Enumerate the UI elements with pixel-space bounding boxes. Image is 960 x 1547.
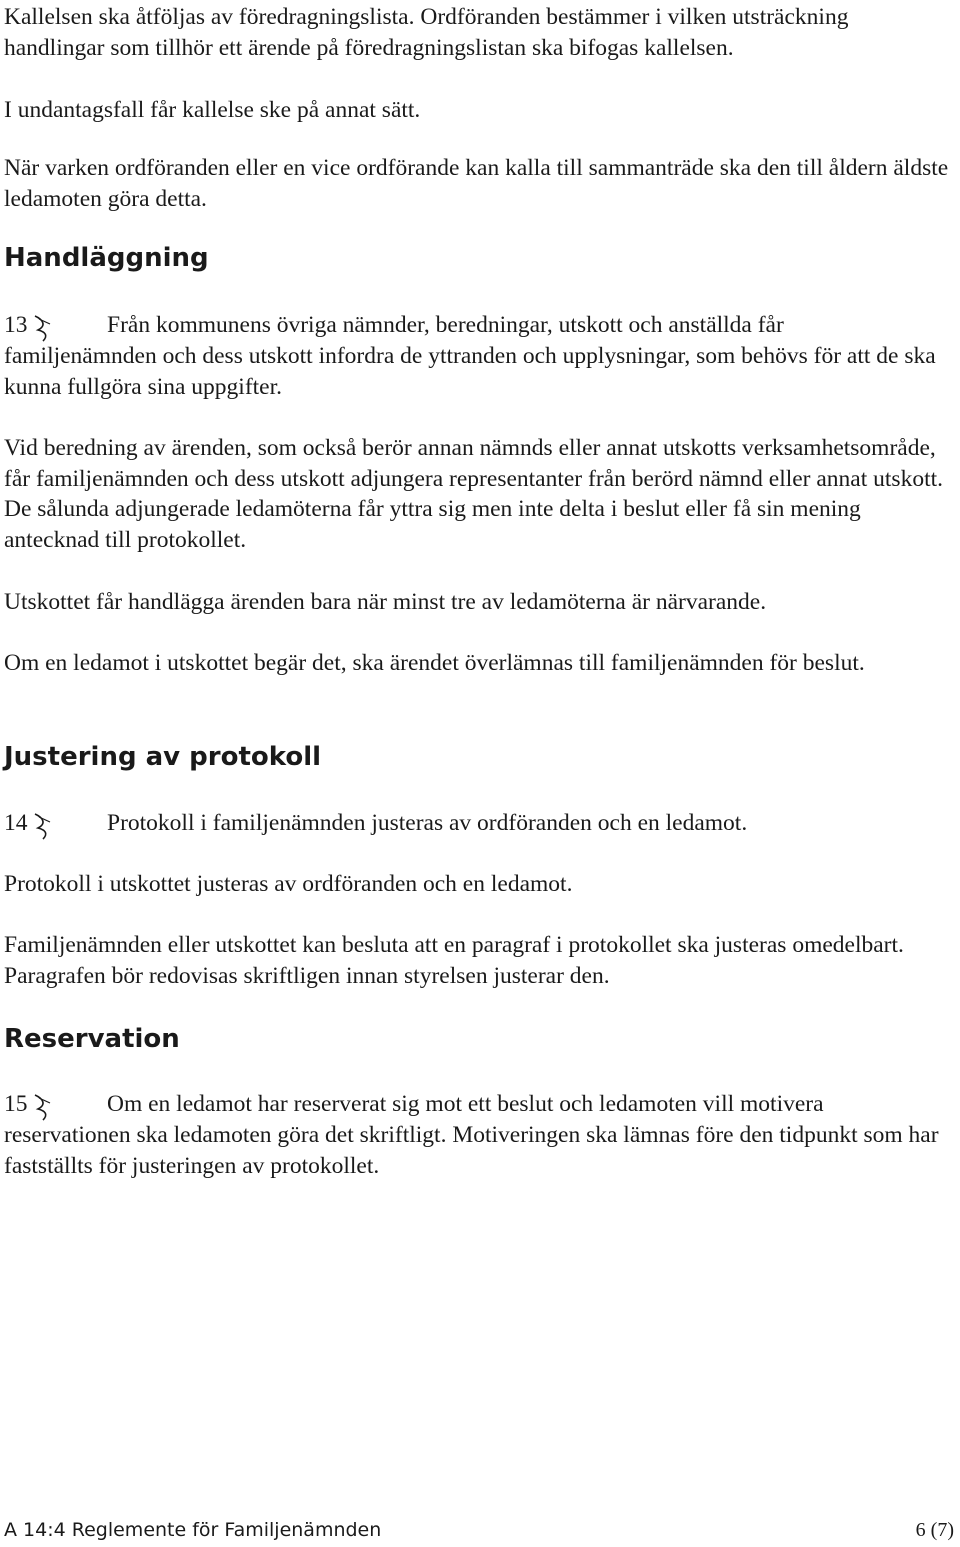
section-14 [4,808,954,839]
footer-page-number: 6 (7) [915,1519,954,1541]
section-15-number: 15 [4,1091,28,1117]
section-13-first-line: Från kommunens övriga nämnder, beredningar, utskott och anställda får [107,312,784,338]
paragraph-protokoll-utskottet: Protokoll i utskottet justeras av ordföranden och en ledamot. [4,871,573,897]
footer-document-title: A 14:4 Reglemente för Familjenämnden [4,1519,382,1541]
section-13-number: 13 [4,312,28,338]
section-sign-icon [32,1093,52,1121]
paragraph-om-en-ledamot: Om en ledamot i utskottet begär det, ska ärendet överlämnas till familjenämnden för beslut. [4,650,865,676]
heading-justering-av-protokoll: Justering av protokoll [4,742,322,772]
section-13 [4,310,954,341]
intro-paragraph-undantagsfall: I undantagsfall får kallelse ske på annat sätt. [4,97,421,123]
heading-reservation: Reservation [4,1024,180,1054]
section-15-text: reservationen ska ledamoten göra det skriftligt. Motiveringen ska lämnas före den tidpunkt som har fastställts för justeringen av protokollet. [4,1122,939,1179]
section-15-first-line: Om en ledamot har reserverat sig mot ett beslut och ledamoten vill motivera [107,1091,824,1117]
section-15 [4,1089,954,1120]
intro-paragraph-kallelsen: Kallelsen ska åtföljas av föredragningslista. Ordföranden bestämmer i vilken utsträckning handlingar som tillhör ett ärende på föredragningslistan ska bifogas kallelsen. [4,4,849,61]
section-sign-icon [32,812,52,840]
heading-handlaggning: Handläggning [4,243,209,273]
section-13-text: familjenämnden och dess utskott infordra de yttranden och upplysningar, som behövs för att de ska kunna fullgöra sina uppgifter. [4,343,936,400]
paragraph-familjenamnden-justeras: Familjenämnden eller utskottet kan besluta att en paragraf i protokollet ska justeras omedelbart. Paragrafen bör redovisas skriftligen innan styrelsen justerar den. [4,932,904,989]
section-14-number: 14 [4,810,28,836]
document-page [4,0,954,1547]
intro-paragraph-ordforande: När varken ordföranden eller en vice ordförande kan kalla till sammanträde ska den till åldern äldste ledamoten göra detta. [4,155,949,212]
paragraph-utskottet-handlagga: Utskottet får handlägga ärenden bara när minst tre av ledamöterna är närvarande. [4,589,767,615]
section-sign-icon [32,314,52,342]
section-14-first-line: Protokoll i familjenämnden justeras av ordföranden och en ledamot. [107,810,748,836]
paragraph-vid-beredning: Vid beredning av ärenden, som också berör annan nämnds eller annat utskotts verksamhetsområde, får familjenämnden och dess utskott adjungera representanter från berörd nämnd eller annat utskott. De sålunda adjungerade ledamöterna får yttra sig men inte delta i beslut eller få sin mening antecknad till protokollet. [4,435,944,553]
